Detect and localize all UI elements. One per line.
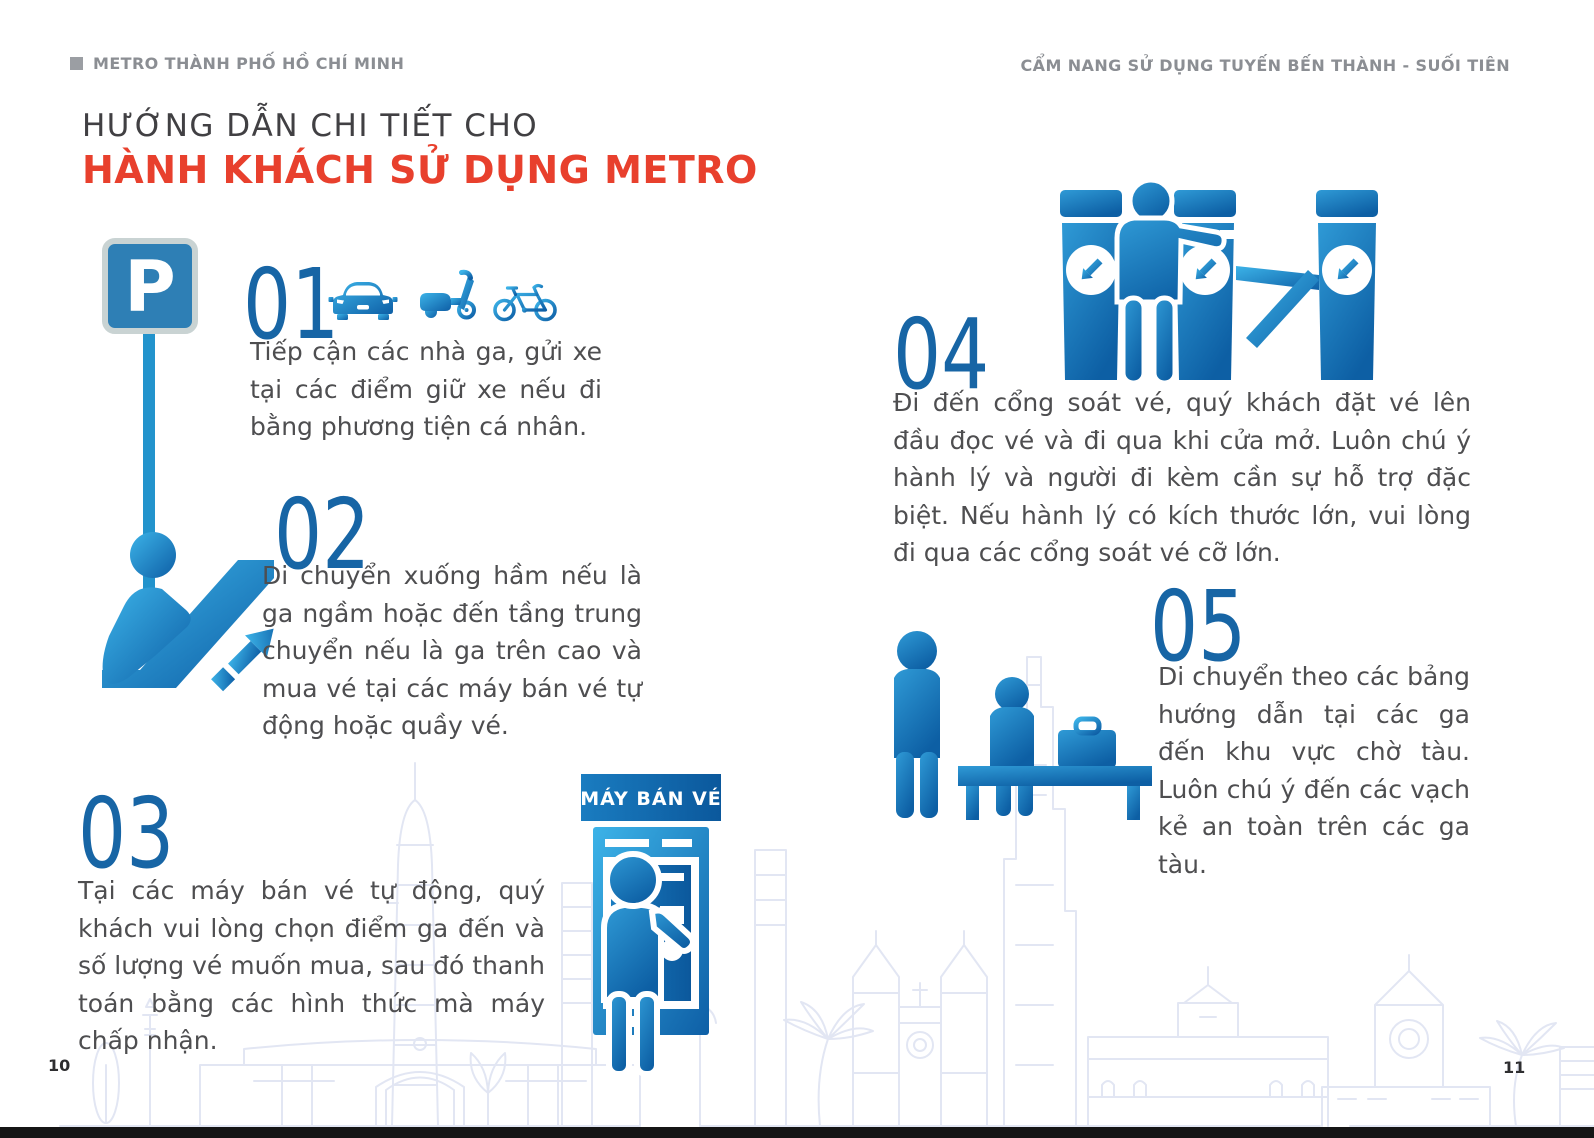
page-title-line1: HƯỚNG DẪN CHI TIẾT CHO	[82, 108, 539, 144]
step-4-number: 04	[893, 298, 990, 411]
bottom-black-bar	[0, 1127, 1594, 1138]
ticket-gates-icon	[1038, 180, 1388, 385]
step-3-text: Tại các máy bán vé tự động, quý khách vui lòng chọn điểm ga đến và số lượng vé muốn mua, sau đó thanh toán bằng các hình thức mà máy chấp nhận.	[78, 876, 545, 1055]
step-5-number: 05	[1150, 570, 1247, 683]
step-3-number: 03	[78, 777, 175, 890]
step-5-text: Di chuyển theo các bảng hướng dẫn tại các ga đến khu vực chờ tàu. Luôn chú ý đến các vạch kẻ an toàn trên các ga tàu.	[1158, 662, 1470, 879]
brand-square-icon	[70, 57, 83, 70]
parking-letter: P	[124, 246, 176, 328]
step-1-number: 01	[243, 248, 340, 361]
ticket-machine-sign-label: MÁY BÁN VÉ	[580, 788, 722, 810]
scooter-icon	[418, 268, 480, 320]
bicycle-icon	[492, 277, 558, 323]
page-number-right: 11	[1503, 1058, 1526, 1077]
page-number-left: 10	[48, 1056, 71, 1075]
step-2-number: 02	[274, 478, 371, 591]
header-right-text: CẨM NANG SỬ DỤNG TUYẾN BẾN THÀNH - SUỐI TIÊN	[1020, 56, 1510, 75]
platform-waiting-icon	[862, 620, 1162, 842]
step-2-text: Di chuyển xuống hầm nếu là ga ngầm hoặc đến tầng trung chuyển nếu là ga trên cao và mua vé tại các máy bán vé tự động hoặc quầy vé.	[262, 561, 642, 740]
page-title-line2: HÀNH KHÁCH SỬ DỤNG METRO	[82, 148, 758, 192]
header-left-text: METRO THÀNH PHỐ HỒ CHÍ MINH	[93, 54, 405, 73]
header-brand	[70, 54, 404, 73]
ticket-vending-machine-icon	[556, 760, 831, 1082]
step-4-text: Đi đến cổng soát vé, quý khách đặt vé lên đầu đọc vé và đi qua khi cửa mở. Luôn chú ý hành lý và người đi kèm cần sự hỗ trợ đặc biệt. Nếu hành lý có kích thước lớn, vui lòng đi qua các cổng soát vé cỡ lớn.	[893, 388, 1471, 567]
step-1-text: Tiếp cận các nhà ga, gửi xe tại các điểm giữ xe nếu đi bằng phương tiện cá nhân.	[250, 337, 602, 441]
